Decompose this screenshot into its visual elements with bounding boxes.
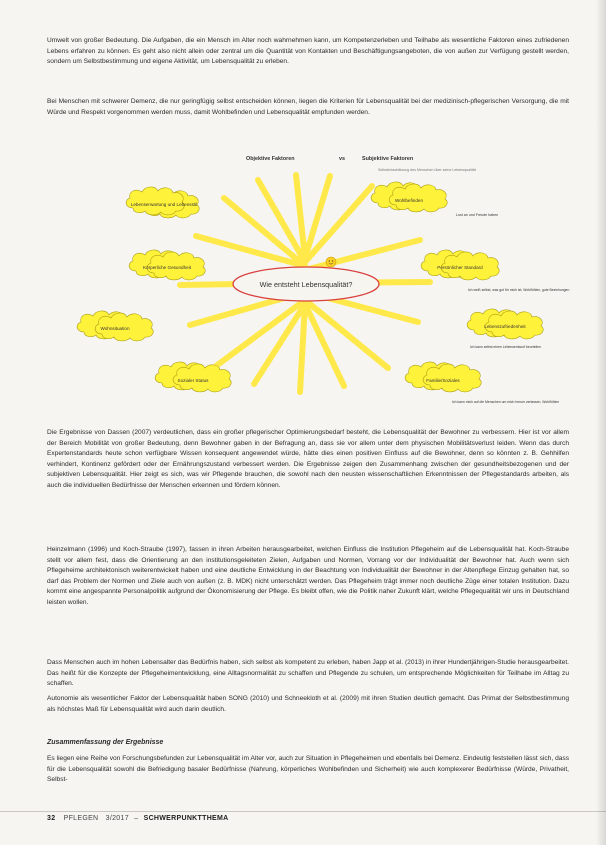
footer-dash: – xyxy=(134,815,139,822)
section-name: SCHWERPUNKTTHEMA xyxy=(143,815,229,822)
section-heading: Zusammenfassung der Ergebnisse xyxy=(47,739,164,746)
subjective-factors-header: Subjektive Faktoren xyxy=(362,156,414,162)
paragraph-2: Bei Menschen mit schwerer Demenz, die nur geringfügig selbst entscheiden können, liegen die Kriterien für Lebensqualität bei der medizinisch-pflegerischen Versorgung, die mit Würde und Respekt vorgenommen werden muss, damit Wohlbefinden und Lebensqualität empfunden werden. xyxy=(47,98,569,116)
cloud-label-wohlbefinden: Wohlbefinden xyxy=(394,198,424,203)
cloud-label-wohnsituation: Wohnsituation xyxy=(100,326,130,331)
page-edge-shadow xyxy=(596,0,606,845)
cloud-wohnsituation xyxy=(77,311,153,341)
note-persoenlicher-standard: Ich weiß selbst, was gut für mich ist; Wohlfühlen, gute Beziehungen xyxy=(468,288,570,292)
subjective-factors-subheader: Selbsteinschätzung des Menschen über seine Lebensqualität xyxy=(378,168,476,172)
paragraph-5: Dass Menschen auch im hohen Lebensalter das Bedürfnis haben, sich selbst als kompetent zu erleben, haben Japp et al. (2013) in ihrer Hundertjährigen-Studie herausgearbeitet. Das heißt für die Konzepte der Pflegeheimentwicklung, eine Alltagsnormalität zu schaffen und Pflegende zu schulen, um entsprechende Möglichkeiten für Teilhabe im Alltag zu schaffen. xyxy=(47,659,569,687)
note-wohlbefinden: Lust an und Freude haben xyxy=(456,213,499,217)
issue-number: 3/2017 xyxy=(105,815,129,822)
paragraph-6: Autonomie als wesentlicher Faktor der Lebensqualität haben SONG (2010) und Schneekloth et al. (2009) mit ihren Studien deutlich gemacht. Das Primat der Selbstbestimmung als höchstes Maß für Lebensqualität wird auch darin deutlich. xyxy=(47,695,569,713)
paragraph-1: Umwelt von großer Bedeutung. Die Aufgaben, die ein Mensch im Alter noch wahrnehmen kann, um Kompetenzerleben und Teilhabe als wesentliche Faktoren eines zufriedenen Lebens erfahren zu können. Es geht also nicht allein oder zentral um die Quantität von Kontakten und Beschäftigungsangeboten, die von außen zur Verfügung gestellt werden, sondern um Selbstbestimmung und eigene Aktivität, um Lebensqualität zu erleben. xyxy=(47,37,569,65)
cloud-koerperliche-gesundheit xyxy=(129,250,205,280)
paragraph-3: Die Ergebnisse von Dassen (2007) verdeutlichen, dass ein großer pflegerischer Optimierungsbedarf besteht, die Lebensqualität der Bewohner zu verbessern. Hier ist vor allem der Bereich Mobilität von großer Bedeutung, denn Bewohner gaben in der Befragung an, dass sie vor allem unter dem physischen Mobilitätsverlust leiden. Wenn das durch Expertenstandards heute schon verfügbare Wissen konsequent angewendet würde, hätte dies einen positiven Einfluss auf die Bewohner, denn so könnten z. B. Gehhilfen verhindert, Kontinenz gefördert oder der Ernährungszustand verbessert werden. Die Ergebnisse zeigen den Zusammenhang zwischen der gesundheitsbezogenen und der subjektiven Lebensqualität. Hier zeigt es sich, was wir Pflegende brauchen, die sowohl nach den neusten wissenschaftlichen Erkenntnissen der Pflegestandards arbeiten, als auch die individuellen Bedürfnisse der Menschen erkennen und fördern können. xyxy=(47,429,569,489)
note-lebenszufriedenheit: Ich kann selbst einen Lebensentwurf beurteilen xyxy=(470,345,541,349)
objective-factors-header: Objektive Faktoren xyxy=(246,156,295,162)
cloud-lebenszufriedenheit xyxy=(467,309,543,339)
versus-label: vs xyxy=(339,156,345,162)
cloud-label-familie-soziales: Familie/Soziales xyxy=(426,378,460,383)
cloud-label-persoenlicher-standard: Persönlicher Standard xyxy=(437,265,483,270)
cloud-label-lebenserwartung: Lebenserwartung und Lebensstil xyxy=(130,202,198,207)
smiley-sun-icon xyxy=(326,257,336,267)
paragraph-7: Es liegen eine Reihe von Forschungsbefunden zur Lebensqualität im Alter vor, auch zur Situation in Pflegeheimen und ebenfalls bei Demenz. Eindeutig feststellen lässt sich, dass für die Lebensqualität sowohl die Befriedigung basaler Bedürfnisse (Nahrung, körperliches Wohlbefinden und Sicherheit) wie auch komplexerer Bedürfnisse (Würde, Privatheit, Selbst- xyxy=(47,755,569,783)
cloud-persoenlicher-standard xyxy=(421,250,499,280)
footer-divider xyxy=(0,811,606,812)
paragraph-4: Heinzelmann (1996) und Koch-Straube (1997), fassen in ihren Arbeiten herausgearbeitet, welchen Einfluss die Institution Pflegeheim auf die Lebensqualität hat. Koch-Straube stellt vor allem fest, dass die Orientierung an den institutionsgeleiteten Zielen, Aufgaben und Normen, Vorrang vor der Individualität der Bewohner hat. Auch wenn sich Pflegeheime architektonisch weiterentwickelt haben und eine deutliche Entwicklung in der Beachtung von Individualität der Bewohner in der Altenpflege Einzug gehalten hat, so darf das Problem der Normen und Ziele auch von außen (z. B. MDK) nicht unterschätzt werden. Das Pflegeheim trägt immer noch deutliche Züge einer totalen Institution. Dazu kommt eine angespannte Personalpolitik aufgrund der Ökonomisierung der Pflege. Es bleibt offen, wie die Politik naher Zukunft klärt, welche Pflegequalität wir uns in Deutschland leisten wollen. xyxy=(47,546,569,606)
cloud-wohlbefinden xyxy=(371,182,447,212)
cloud-label-lebenszufriedenheit: Lebenszufriedenheit xyxy=(484,324,526,329)
cloud-familie-soziales xyxy=(405,362,481,392)
note-familie-soziales: Ich kann mich auf die Menschen um mich herum verlassen, Wohlfühlen xyxy=(452,400,560,404)
magazine-name: PFLEGEN xyxy=(63,815,99,822)
page-footer xyxy=(47,815,229,822)
cloud-label-koerperliche-gesundheit: Körperliche Gesundheit xyxy=(142,265,192,270)
cloud-lebenserwartung xyxy=(126,187,199,218)
cloud-label-sozialer-status: Sozialer Status xyxy=(177,378,209,383)
page-number: 32 xyxy=(47,815,56,822)
center-question: Wie entsteht Lebensqualität? xyxy=(259,280,353,289)
